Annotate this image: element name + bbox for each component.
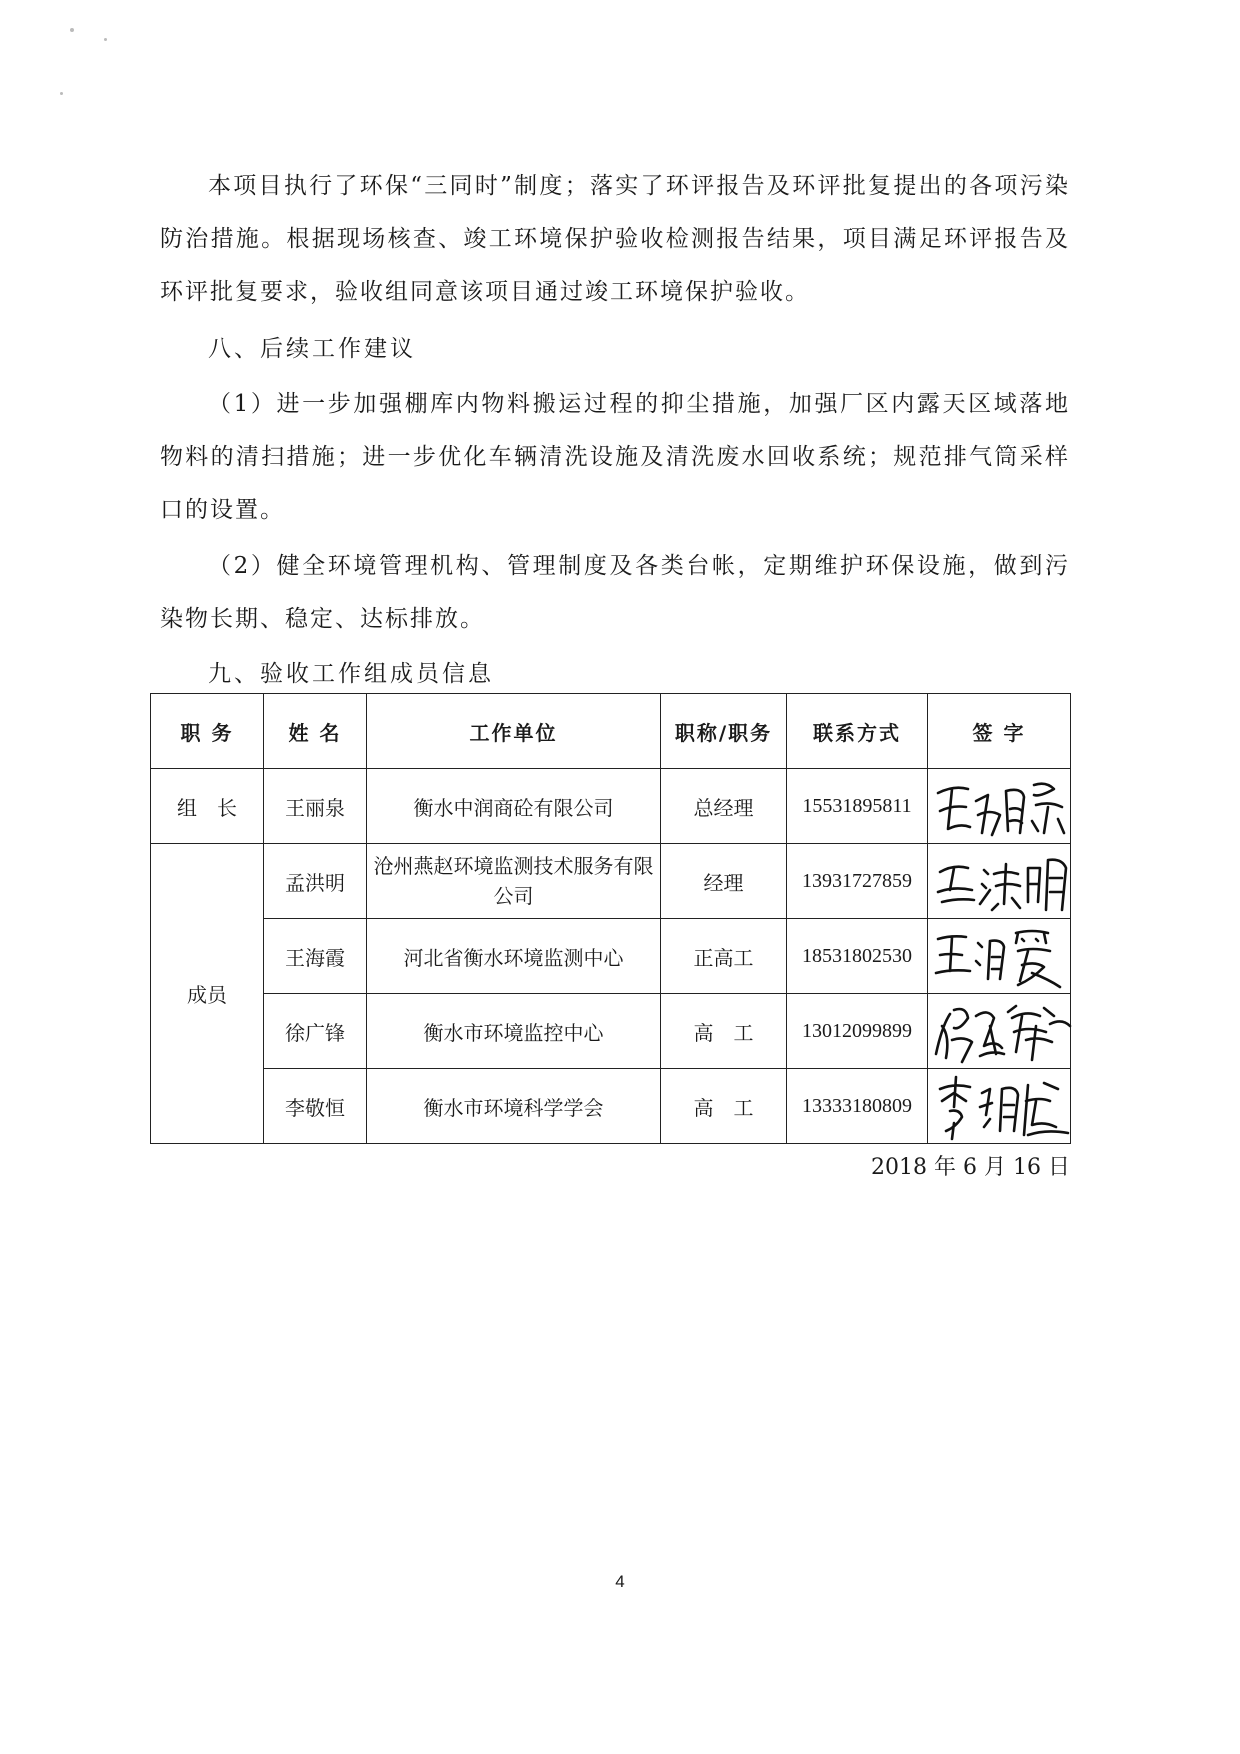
name-cell: 李敬恒 — [264, 1069, 367, 1144]
page-number: 4 — [615, 1572, 625, 1591]
scan-speck — [60, 92, 63, 95]
members-table — [150, 693, 1071, 1144]
suggestion-2-paragraph: （2）健全环境管理机构、管理制度及各类台帐，定期维护环保设施，做到污染物长期、稳定、达标排放。 — [160, 553, 1070, 632]
conclusion-paragraph: 本项目执行了环保“三同时”制度；落实了环评报告及环评批复提出的各项污染防治措施。根据现场核查、竣工环境保护验收检测报告结果，项目满足环评报告及环评批复要求，验收组同意该项目通过竣工环境保护验收。 — [160, 173, 1070, 305]
table-row — [151, 769, 1071, 844]
signature-cell — [928, 1069, 1071, 1144]
header-contact: 联系方式 — [787, 694, 928, 769]
phone-cell: 15531895811 — [787, 769, 928, 844]
name-cell: 王海霞 — [264, 919, 367, 994]
section-9-title: 九、验收工作组成员信息 — [208, 661, 494, 687]
section-8-title: 八、后续工作建议 — [208, 336, 416, 362]
scan-speck — [104, 38, 107, 41]
phone-cell: 13333180809 — [787, 1069, 928, 1144]
handwritten-signature — [932, 921, 1074, 991]
scan-speck — [70, 28, 74, 32]
header-role: 职 务 — [151, 694, 264, 769]
handwritten-signature — [932, 846, 1074, 916]
handwritten-signature — [932, 996, 1074, 1066]
handwritten-signature — [932, 1071, 1074, 1141]
title-cell: 高 工 — [661, 994, 787, 1069]
unit-cell: 衡水市环境监控中心 — [367, 994, 661, 1069]
phone-cell: 13012099899 — [787, 994, 928, 1069]
signature-cell — [928, 994, 1071, 1069]
signature-cell — [928, 919, 1071, 994]
unit-cell: 沧州燕赵环境监测技术服务有限公司 — [367, 844, 661, 919]
table-row — [151, 919, 1071, 994]
table-header-row — [151, 694, 1071, 769]
phone-cell: 13931727859 — [787, 844, 928, 919]
name-cell: 徐广锋 — [264, 994, 367, 1069]
title-cell: 高 工 — [661, 1069, 787, 1144]
document-date: 2018 年 6 月 16 日 — [871, 1155, 1070, 1180]
title-cell: 总经理 — [661, 769, 787, 844]
name-cell: 王丽泉 — [264, 769, 367, 844]
unit-cell: 河北省衡水环境监测中心 — [367, 919, 661, 994]
suggestion-1-paragraph: （1）进一步加强棚库内物料搬运过程的抑尘措施，加强厂区内露天区域落地物料的清扫措施；进一步优化车辆清洗设施及清洗废水回收系统；规范排气筒采样口的设置。 — [160, 391, 1070, 523]
header-signature: 签 字 — [928, 694, 1071, 769]
table-row — [151, 1069, 1071, 1144]
unit-cell: 衡水市环境科学学会 — [367, 1069, 661, 1144]
handwritten-signature — [932, 771, 1074, 841]
name-cell: 孟洪明 — [264, 844, 367, 919]
signature-cell — [928, 844, 1071, 919]
title-cell: 经理 — [661, 844, 787, 919]
role-cell: 组 长 — [151, 769, 264, 844]
phone-cell: 18531802530 — [787, 919, 928, 994]
header-name: 姓 名 — [264, 694, 367, 769]
table-row — [151, 844, 1071, 919]
header-title: 职称/职务 — [661, 694, 787, 769]
title-cell: 正高工 — [661, 919, 787, 994]
unit-cell: 衡水中润商砼有限公司 — [367, 769, 661, 844]
table-row — [151, 994, 1071, 1069]
header-unit: 工作单位 — [367, 694, 661, 769]
role-cell: 成员 — [151, 844, 264, 1144]
signature-cell — [928, 769, 1071, 844]
